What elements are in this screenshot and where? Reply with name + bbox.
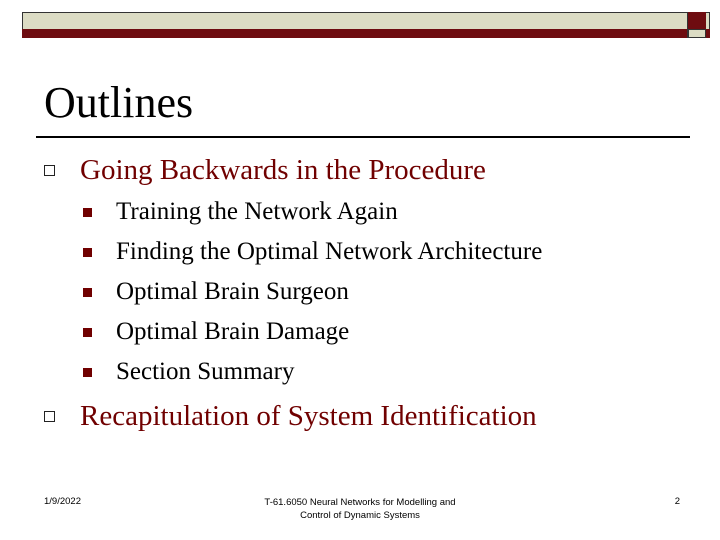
square-bullet-icon [83, 368, 92, 377]
square-bullet-icon [83, 288, 92, 297]
outline-subitem-text: Section Summary [116, 358, 295, 385]
outline-subitem-text: Finding the Optimal Network Architecture [116, 238, 543, 265]
outline-item-text: Going Backwards in the Procedure [80, 154, 486, 186]
outline-subitem-text: Optimal Brain Damage [116, 318, 350, 345]
slide-title: Outlines [44, 78, 194, 127]
title-divider [36, 136, 690, 138]
header-bar-cap [688, 12, 706, 29]
hollow-square-bullet-icon [44, 165, 55, 176]
square-bullet-icon [83, 208, 92, 217]
footer-course-line1: T-61.6050 Neural Networks for Modelling and [264, 497, 456, 508]
footer-date: 1/9/2022 [44, 496, 81, 507]
hollow-square-bullet-icon [44, 411, 55, 422]
decorative-header-bar [22, 12, 710, 38]
footer-course-line2: Control of Dynamic Systems [300, 510, 420, 521]
header-bar-cap-lower [688, 29, 706, 38]
square-bullet-icon [83, 248, 92, 257]
header-bar-strip [22, 29, 710, 38]
outline-subitem-text: Optimal Brain Surgeon [116, 278, 349, 305]
outline-item-text: Recapitulation of System Identification [80, 400, 537, 432]
page-number: 2 [674, 496, 680, 507]
square-bullet-icon [83, 328, 92, 337]
outline-subitem-text: Training the Network Again [116, 198, 398, 225]
footer-course-title [220, 496, 500, 522]
